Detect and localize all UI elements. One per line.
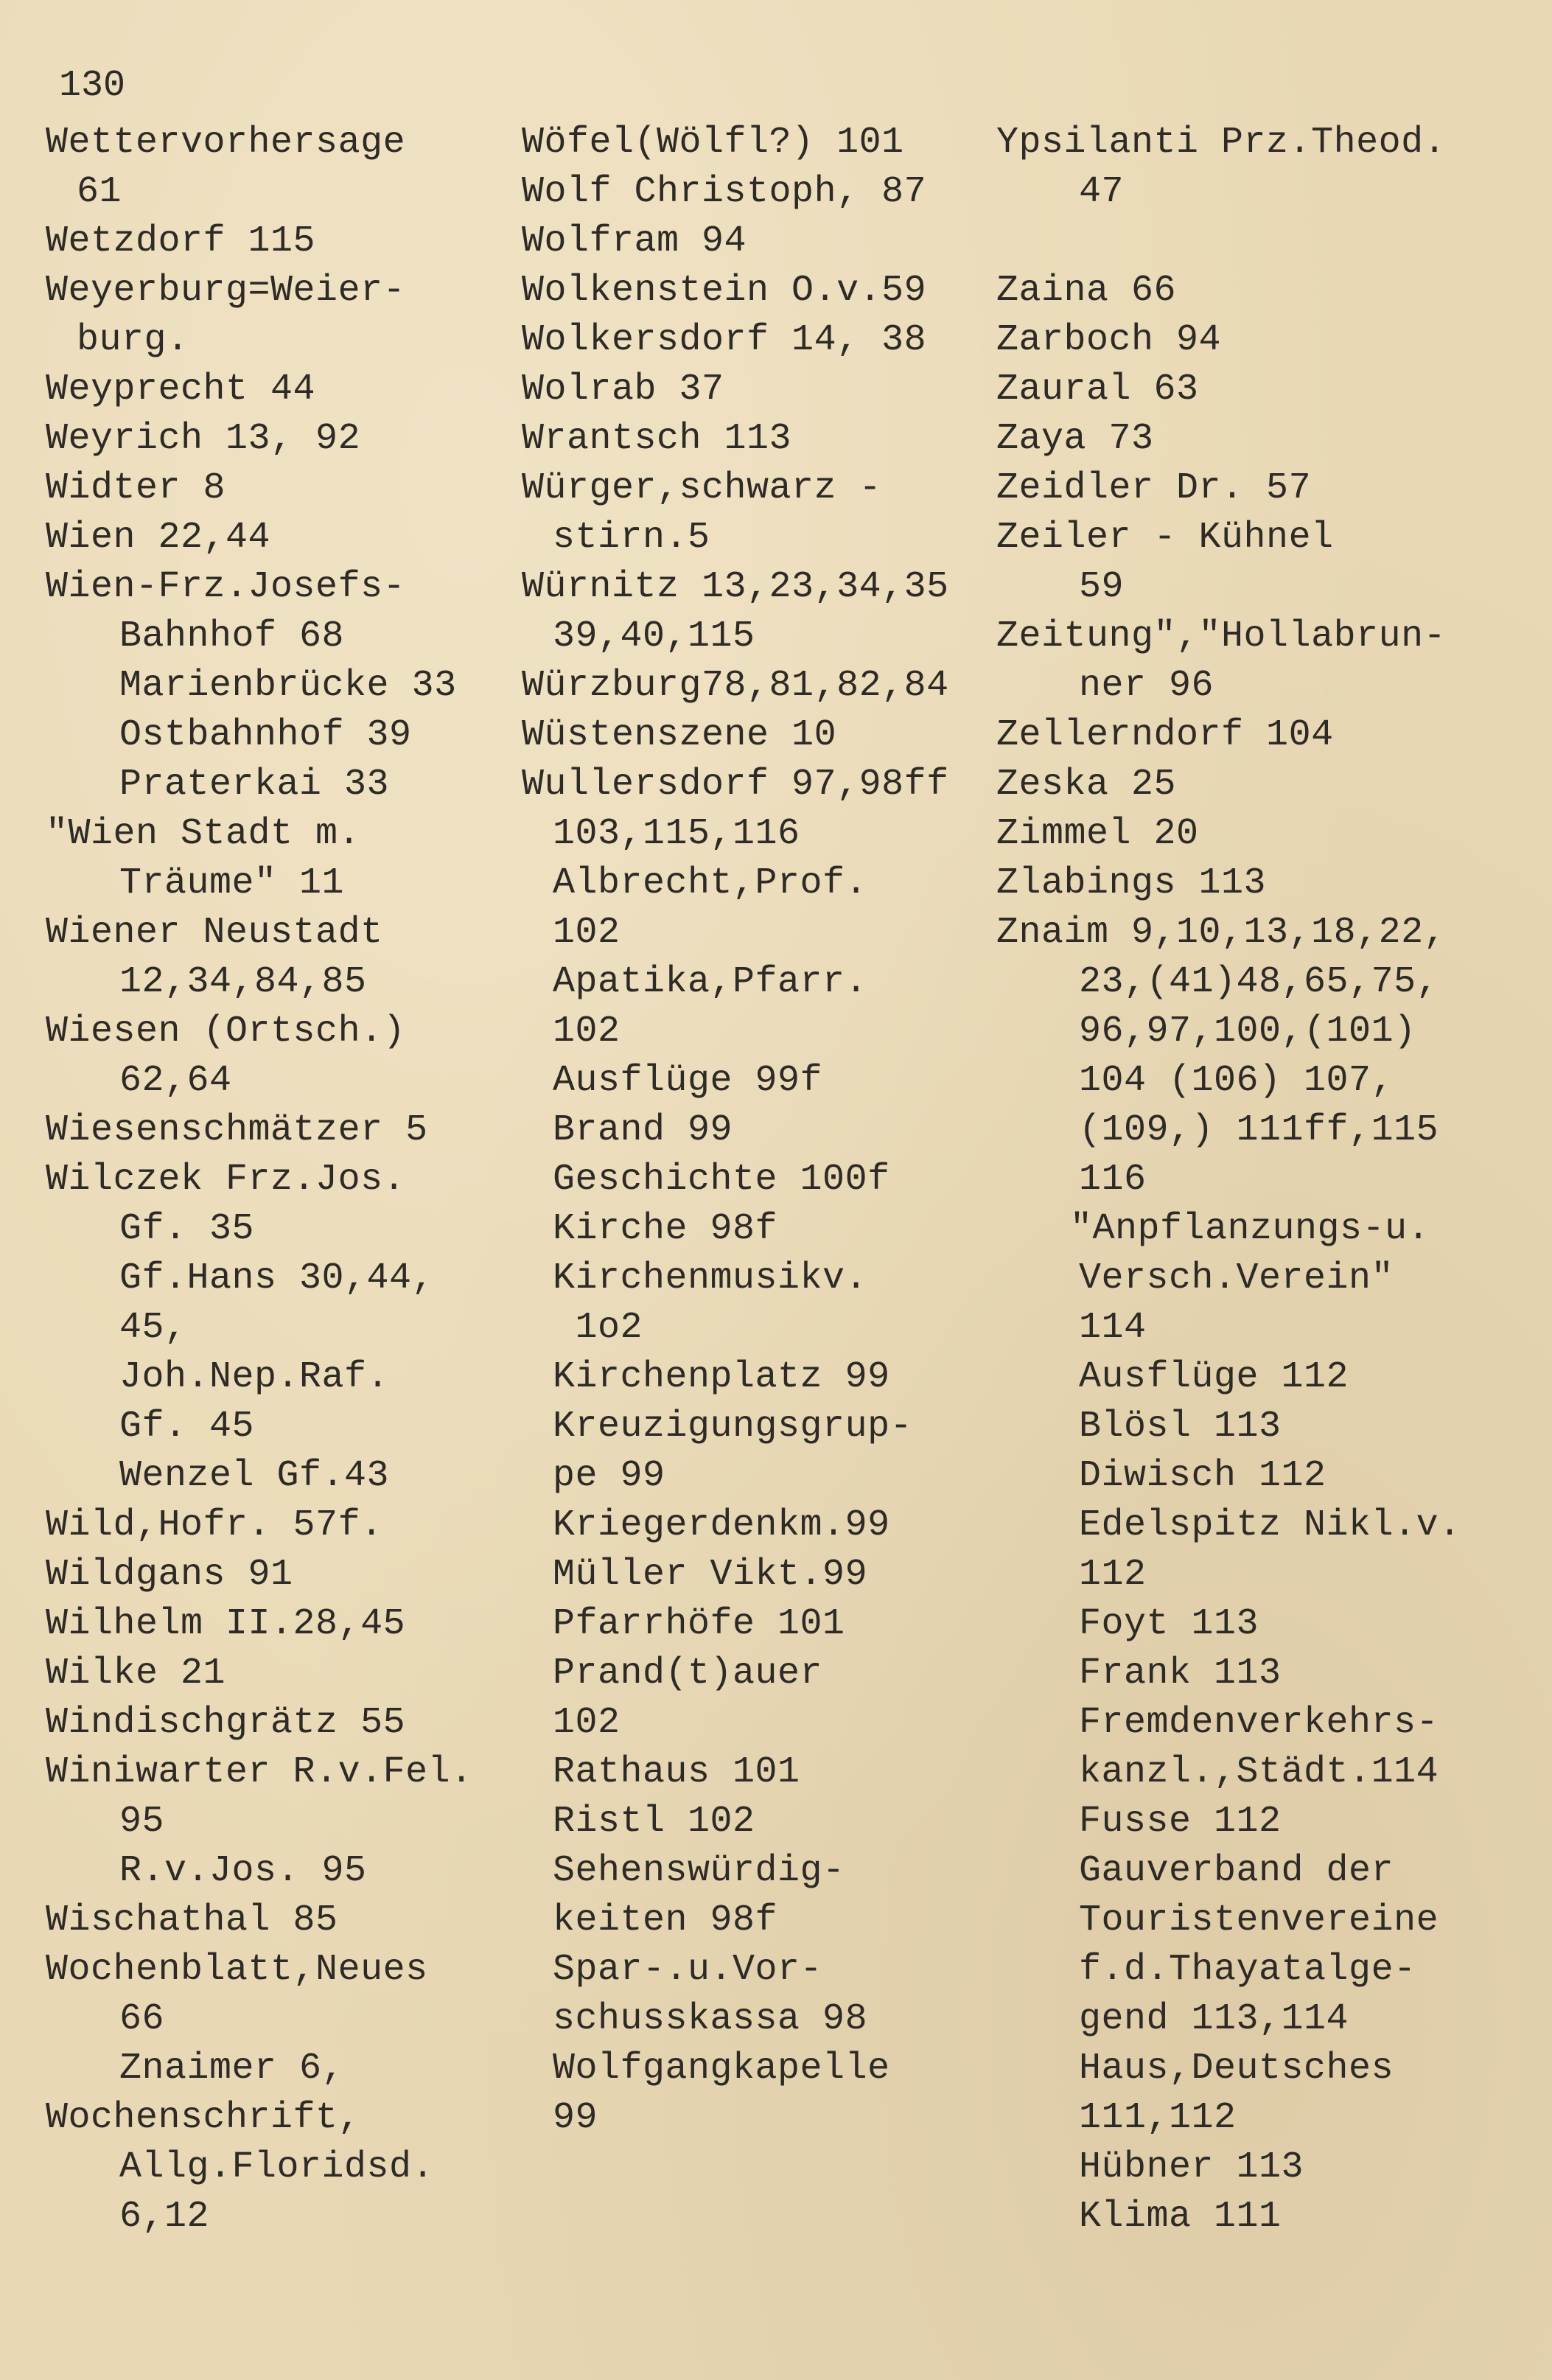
index-entry: Wolrab 37	[522, 369, 724, 411]
index-entry: 23,(41)48,65,75,	[1079, 961, 1439, 1003]
index-entry: Zaya 73	[996, 418, 1154, 460]
index-entry: Wochenblatt,Neues	[46, 1949, 428, 1991]
index-entry: Gf.Hans 30,44,	[119, 1257, 435, 1299]
index-entry: Ausflüge 99f	[553, 1060, 823, 1102]
index-entry: Zaural 63	[996, 369, 1199, 411]
index-entry: Sehenswürdig-	[553, 1850, 845, 1892]
index-column-1	[46, 118, 525, 2241]
index-entry: 95	[119, 1801, 165, 1843]
index-entry: Zellerndorf 104	[996, 714, 1334, 756]
index-entry: ner 96	[1079, 665, 1214, 707]
index-entry: Zeidler Dr. 57	[996, 467, 1312, 509]
index-entry: Kreuzigungsgrup-	[553, 1406, 913, 1448]
index-entry: Wien-Frz.Josefs-	[46, 566, 406, 608]
index-entry: Wetzdorf 115	[46, 220, 316, 262]
index-entry: Blösl 113	[1079, 1406, 1282, 1448]
index-entry: 99	[553, 2097, 598, 2139]
page-number: 130	[59, 65, 126, 107]
index-entry: Edelspitz Nikl.v.	[1079, 1504, 1461, 1546]
index-entry: Praterkai 33	[119, 764, 390, 806]
index-entry: Weyrich 13, 92	[46, 418, 361, 460]
index-entry: Joh.Nep.Raf.	[119, 1356, 390, 1398]
index-entry: Wiesen (Ortsch.)	[46, 1011, 406, 1053]
index-entry: Wöfel(Wölfl?) 101	[522, 122, 904, 164]
index-entry: Gauverband der	[1079, 1850, 1394, 1892]
index-entry: Hübner 113	[1079, 2146, 1304, 2188]
index-entry: Allg.Floridsd.	[119, 2146, 435, 2188]
index-entry: Zeitung","Hollabrun-	[996, 615, 1447, 657]
index-entry: Wrantsch 113	[522, 418, 792, 460]
index-entry: Würger,schwarz -	[522, 467, 882, 509]
index-entry: Wullersdorf 97,98ff	[522, 764, 949, 806]
index-entry: Versch.Verein"	[1079, 1257, 1394, 1299]
index-entry: Wettervorhersage	[46, 122, 406, 164]
index-entry: "Anpflanzungs-u.	[1070, 1208, 1430, 1250]
index-entry: Fremdenverkehrs-	[1079, 1702, 1439, 1744]
index-entry: 1o2	[553, 1307, 643, 1349]
index-entry: 103,115,116	[553, 813, 800, 855]
index-entry: 12,34,84,85	[119, 961, 367, 1003]
index-entry: Wilke 21	[46, 1653, 226, 1695]
index-column-2	[522, 118, 993, 2143]
index-entry: Wolfram 94	[522, 220, 747, 262]
index-entry: Wild,Hofr. 57f.	[46, 1504, 383, 1546]
index-entry: Wiesenschmätzer 5	[46, 1109, 428, 1151]
index-entry: Spar-.u.Vor-	[553, 1949, 823, 1991]
index-entry: schusskassa 98	[553, 1998, 868, 2040]
index-entry: (109,) 111ff,115	[1079, 1109, 1439, 1151]
index-entry: 102	[553, 912, 621, 954]
index-entry: Klima 111	[1079, 2196, 1282, 2238]
index-entry: Prand(t)auer	[553, 1653, 823, 1695]
index-entry: 102	[553, 1011, 621, 1053]
index-entry: Wien 22,44	[46, 517, 271, 559]
index-entry: kanzl.,Städt.114	[1079, 1751, 1439, 1793]
index-entry: Kirchenmusikv.	[553, 1257, 868, 1299]
index-entry: 112	[1079, 1554, 1147, 1596]
index-entry: 62,64	[119, 1060, 232, 1102]
index-entry: Winiwarter R.v.Fel.	[46, 1751, 473, 1793]
index-entry: Wildgans 91	[46, 1554, 293, 1596]
index-entry: Kriegerdenkm.99	[553, 1504, 890, 1546]
index-entry: Fusse 112	[1079, 1801, 1282, 1843]
index-entry: Geschichte 100f	[553, 1159, 890, 1201]
index-entry: Wochenschrift,	[46, 2097, 361, 2139]
index-entry: 102	[553, 1702, 621, 1744]
index-entry: Bahnhof 68	[119, 615, 345, 657]
index-entry: Würnitz 13,23,34,35	[522, 566, 949, 608]
index-entry: 104 (106) 107,	[1079, 1060, 1394, 1102]
index-entry: 45,	[119, 1307, 187, 1349]
index-entry: Würzburg78,81,82,84	[522, 665, 949, 707]
index-entry: Rathaus 101	[553, 1751, 800, 1793]
index-entry: Wilczek Frz.Jos.	[46, 1159, 406, 1201]
index-entry: 39,40,115	[553, 615, 755, 657]
index-entry: Pfarrhöfe 101	[553, 1603, 845, 1645]
index-entry: Wolkersdorf 14, 38	[522, 319, 927, 361]
index-entry: "Wien Stadt m.	[46, 813, 361, 855]
index-entry: Wiener Neustadt	[46, 912, 383, 954]
index-entry: Frank 113	[1079, 1653, 1282, 1695]
index-entry: Haus,Deutsches	[1079, 2048, 1394, 2090]
index-entry: Wolf Christoph, 87	[522, 171, 927, 213]
index-entry: 61	[77, 171, 122, 213]
index-entry: Ypsilanti Prz.Theod.	[996, 122, 1447, 164]
index-entry: pe 99	[553, 1455, 665, 1497]
index-entry: gend 113,114	[1079, 1998, 1349, 2040]
index-entry: Windischgrätz 55	[46, 1702, 406, 1744]
index-entry: Wolfgangkapelle	[553, 2048, 890, 2090]
index-entry: Znaim 9,10,13,18,22,	[996, 912, 1447, 954]
index-entry: Apatika,Pfarr.	[553, 961, 868, 1003]
index-entry: Albrecht,Prof.	[553, 862, 868, 904]
index-entry: Marienbrücke 33	[119, 665, 457, 707]
index-entry: Zimmel 20	[996, 813, 1199, 855]
index-entry: Wüstenszene 10	[522, 714, 837, 756]
index-entry: Zeiler - Kühnel	[996, 517, 1334, 559]
index-entry: Wilhelm II.28,45	[46, 1603, 406, 1645]
index-entry: 116	[1079, 1159, 1147, 1201]
index-entry: Kirchenplatz 99	[553, 1356, 890, 1398]
index-entry: Znaimer 6,	[119, 2048, 345, 2090]
index-entry: Ostbahnhof 39	[119, 714, 412, 756]
index-entry: 47	[1079, 171, 1125, 213]
index-entry: Zarboch 94	[996, 319, 1222, 361]
index-entry: Widter 8	[46, 467, 226, 509]
index-entry: Brand 99	[553, 1109, 733, 1151]
index-entry: stirn.5	[553, 517, 710, 559]
index-entry: Träume" 11	[119, 862, 345, 904]
index-entry: Touristenvereine	[1079, 1899, 1439, 1941]
index-entry: Gf. 45	[119, 1406, 255, 1448]
index-entry: Zeska 25	[996, 764, 1177, 806]
index-entry: Zaina 66	[996, 270, 1177, 312]
index-entry: Weyerburg=Weier-	[46, 270, 406, 312]
index-entry: Gf. 35	[119, 1208, 255, 1250]
index-entry: Zlabings 113	[996, 862, 1267, 904]
index-column-3	[996, 118, 1527, 2241]
index-entry: Wolkenstein O.v.59	[522, 270, 927, 312]
index-entry: Foyt 113	[1079, 1603, 1259, 1645]
index-entry: Wischathal 85	[46, 1899, 338, 1941]
index-entry: Diwisch 112	[1079, 1455, 1326, 1497]
index-entry: burg.	[77, 319, 189, 361]
index-entry: 111,112	[1079, 2097, 1237, 2139]
index-entry: Kirche 98f	[553, 1208, 778, 1250]
index-entry	[996, 217, 1527, 266]
index-entry: Weyprecht 44	[46, 369, 316, 411]
index-entry: Ristl 102	[553, 1801, 755, 1843]
index-entry: 114	[1079, 1307, 1147, 1349]
index-entry: f.d.Thayatalge-	[1079, 1949, 1416, 1991]
index-entry: Müller Vikt.99	[553, 1554, 868, 1596]
index-entry: 6,12	[119, 2196, 210, 2238]
index-entry: keiten 98f	[553, 1899, 778, 1941]
index-entry: Wenzel Gf.43	[119, 1455, 390, 1497]
index-entry: 59	[1079, 566, 1125, 608]
index-entry: R.v.Jos. 95	[119, 1850, 367, 1892]
index-entry: Ausflüge 112	[1079, 1356, 1349, 1398]
index-entry: 96,97,100,(101)	[1079, 1011, 1416, 1053]
index-entry: 66	[119, 1998, 165, 2040]
